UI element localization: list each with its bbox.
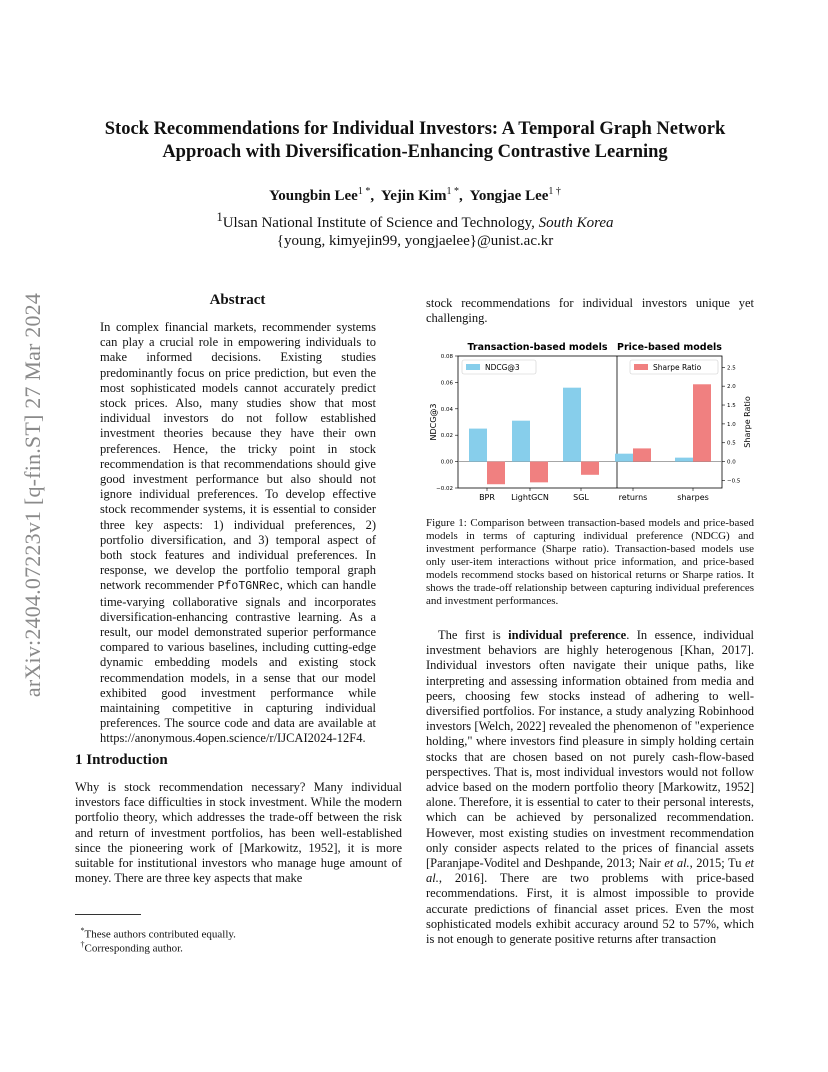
y-tick-label-left: 0.04 [440,406,453,413]
x-tick-label: sharpes [677,493,709,502]
y-tick-label-right: 2.0 [727,384,736,391]
y-tick-label-left: 0.00 [440,459,453,466]
affiliation-country: South Korea [538,215,614,231]
title-line-2: Approach with Diversification-Enhancing Contrastive Learning [162,142,668,162]
affiliation-mark: 1 [216,210,223,224]
affiliation [70,210,760,232]
abstract-body [100,320,376,747]
y-tick-label-right: 2.5 [727,365,736,372]
model-name: PfoTGNRec [217,580,280,594]
y-tick-label-right: 1.5 [727,403,736,410]
rc-lead: The first is [438,628,509,642]
paper-title [70,118,760,164]
y-axis-label-left: NDCG@3 [429,403,438,441]
introduction-text: Why is stock recommendation necessary? Many individual investors face difficulties in stock investment. While the modern portfolio theory, which addresses the trade-off between the risk and return of investment portfolios, has been well-established since the pioneering work of [Markowitz, 1952], it is more suitable for institutional investors who manage huge amount of money. There are three key aspects that make [75,780,402,886]
y-tick-label-left: 0.02 [440,433,453,440]
arxiv-stamp [18,280,48,710]
affiliation-name: Ulsan National Institute of Science and Technology, [222,215,539,231]
bar-sharpe [530,462,548,483]
rc-bold-term: individual preference [508,628,627,642]
bar-ndcg [469,429,487,462]
legend-label-sharpe: Sharpe Ratio [653,363,702,372]
author-emails: {young, kimyejin99, yongjaelee}@unist.ac.kr [276,233,554,249]
figure-1-caption: Figure 1: Comparison between transaction-based models and price-based models in terms of capturing individual preference (NDCG) and investment performance (Sharpe ratio). Transaction-based models use only user-item interactions without price information, and price-based models recommend stocks based on historical returns or Sharpe ratios. It shows the trade-off relationship between capturing individual preferences and investment performances. [426,517,754,607]
x-tick-label: returns [618,493,648,502]
rc-text-b: , 2015; Tu [689,856,745,871]
abstract-text-2: , which can handle time-varying collaborative signals and incorporates diversification-enhancing contrastive learning. As a result, our model demonstrated superior performance compared to various baselines, including cutting-edge dynamic embedding models and existing stock recommendation models, in a sense that our model exhibited good investment performance while maintaining competitive in capturing individual preferences. The source code and data are available at https://anonymous.4open.science/r/IJCAI2024-12F4. [100,578,376,746]
rc-etal-2: et al. [426,856,754,886]
bar-sharpe [633,448,651,461]
bar-sharpe [581,462,599,475]
bar-ndcg [675,458,693,462]
panel-title: Transaction-based models [467,342,608,353]
y-tick-label-right: −0.5 [727,478,741,485]
right-column-body [426,628,754,947]
y-tick-label-left: 0.08 [440,354,453,360]
arxiv-stamp-text: arXiv:2404.07223v1 [q-fin.ST] 27 Mar 2024 [20,292,45,698]
legend-label-ndcg: NDCG@3 [485,363,520,372]
x-tick-label: LightGCN [511,493,549,502]
author-name: Yejin Kim [381,188,447,204]
author-marks: 1 † [548,186,561,197]
bar-ndcg [615,454,633,462]
author-list: Youngbin Lee$^{1 *}$, Yejin Kim$^{1 *}$, Yongjae Lee$^{1 \dagger}$ [269,186,561,204]
bar-ndcg [563,388,581,462]
legend-swatch-ndcg [466,364,480,370]
rc-text-c: , 2016]. There are two problems with price-based recommendations. First, it is almost impossible to provide accurate predictions of financial asset prices. Even the most sophisticated models exhibit accuracy around 52 to 57%, which is not enough to generate positive returns after transaction [426,871,754,947]
y-axis-label-right: Sharpe Ratio [743,396,752,448]
y-tick-label-left: 0.06 [440,380,453,387]
footnote-rule [75,914,141,915]
bar-ndcg [512,421,530,462]
rc-text-a: . In essence, individual investment behaviors are highly heterogenous [Khan, 2017]. Individual investors often navigate their unique paths, like interpreting and assessing information obtained from media and peers, choosing few stocks instead of adhering to well-diversified portfolios. For instance, a study analyzing Robinhood investors [Welch, 2022] revealed the phenomenon of "experience holding," where investors find pleasure in simply holding certain stocks that are chosen based on not purely cash-flow-based perspectives. That is, most individual investors would not follow advice based on the modern portfolio theory [Markowitz, 1952] alone. Therefore, it is essential to cater to their personal interests, which can be achieved by personalized recommendation. However, most existing studies on investment recommendation only consider aspects related to the prices of financial assets [Paranjape-Voditel and Deshpande, 2013; Nair [426,628,754,871]
footnote-2 [75,938,183,956]
footnote-2-text: Corresponding author. [84,942,183,955]
author-name: Yongjae Lee [469,188,549,204]
bar-sharpe [693,384,711,461]
author-marks: 1 * [357,186,371,197]
author-marks: 1 * [446,186,459,197]
panel-title: Price-based models [617,342,722,353]
figure-1-chart [414,336,764,506]
y-tick-label-right: 1.0 [727,421,736,428]
y-tick-label-right: 0.5 [727,440,736,447]
abstract-heading: Abstract [209,292,266,308]
footnote-1-text: These authors contributed equally. [84,928,236,941]
x-tick-label: BPR [479,493,495,502]
title-line-1: Stock Recommendations for Individual Investors: A Temporal Graph Network [104,119,726,139]
footnote-2-mark: † [80,940,85,949]
abstract-text-1: In complex financial markets, recommender systems can play a crucial role in empowering individuals to make informed decisions. Existing studies predominantly focus on price prediction, but even the most sophisticated models cannot accurately predict stock prices. Also, many studies show that most individual investors do not follow established investment theories because they have their own preferences. Hence, the tricky point in stock recommendation is that recommendations should give good investment performance but also should not ignore individual preferences. To develop effective stock recommender systems, it is essential to consider three key aspects: 1) individual preferences, 2) portfolio diversification, and 3) temporal aspect of both stock features and individual preferences. In response, we develop the portfolio temporal graph network recommender [100,320,376,593]
legend-swatch-sharpe [634,364,648,370]
section-heading-introduction: 1 Introduction [75,752,168,768]
y-tick-label-left: −0.02 [436,486,453,492]
y-tick-label-right: 0.0 [727,459,736,466]
x-tick-label: SGL [573,493,589,502]
footnote-1-mark: * [80,926,85,935]
right-column-intro: stock recommendations for individual investors unique yet challenging. [426,296,754,326]
author-name: Youngbin Lee [269,188,358,204]
bar-sharpe [487,462,505,485]
rc-etal-1: et al. [664,856,690,871]
